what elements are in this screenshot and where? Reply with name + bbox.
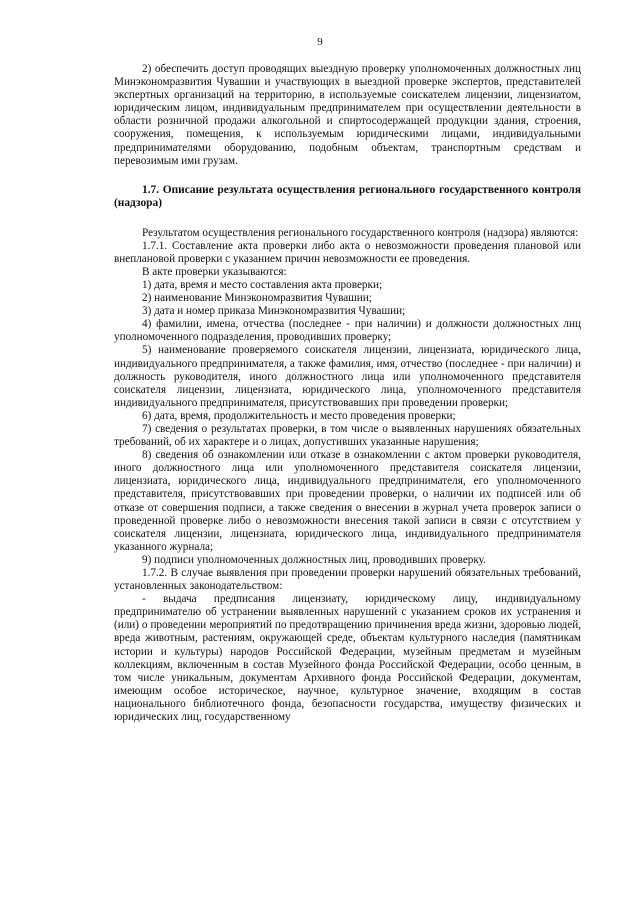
section-heading: 1.7. Описание результата осуществления регионального государственного контроля (надзора)	[114, 183, 581, 210]
list-item: 5) наименование проверяемого соискателя лицензии, лицензиата, юридического лица, индивидуального предпринимателя, а также фамилия, имя, отчество (последнее - при наличии) и должность руководителя, иного должностного лица или уполномоченного представителя соискателя лицензии, лицензиата, юридического лица, уполномоченного представителя индивидуального предпринимателя, присутствовавших при проведении проверки;	[114, 344, 581, 409]
list-item: 2) наименование Минэкономразвития Чувашии;	[142, 292, 372, 305]
paragraph: 1.7.2. В случае выявления при проведении проверки нарушений обязательных требований, установленных законодательством:	[114, 567, 581, 593]
paragraph: Результатом осуществления регионального государственного контроля (надзора) являются:	[142, 226, 579, 239]
paragraph: В акте проверки указываются:	[142, 265, 287, 278]
list-item: 4) фамилии, имена, отчества (последнее - при наличии) и должности должностных лиц уполномоченного подразделения, проводивших проверку;	[114, 318, 581, 344]
list-item: 6) дата, время, продолжительность и место проведения проверки;	[142, 409, 456, 422]
paragraph: - выдача предписания лицензиату, юридическому лицу, индивидуальному предпринимателю об устранении выявленных нарушений с указанием сроков их устранения и (или) о проведении мероприятий по предотвращению причинения вреда жизни, здоровью людей, вреда животным, растениям, окружающей среде, объектам культурного наследия (памятникам истории и культуры) народов Российской Федерации, музейным предметам и музейным коллекциям, включенным в состав Музейного фонда Российской Федерации, особо ценным, в том числе уникальным, документам Архивного фонда Российской Федерации, документам, имеющим особое историческое, научное, культурное значение, входящим в состав национального библиотечного фонда, безопасности государства, имуществу физических и юридических лиц, государственному	[114, 593, 581, 724]
document-body	[114, 63, 581, 724]
list-item: 8) сведения об ознакомлении или отказе в ознакомлении с актом проверки руководителя, иного должностного лица или уполномоченного представителя соискателя лицензии, лицензиата, юридического лица, индивидуального предпринимателя, его уполномоченного представителя, присутствовавших при проведении проверки, о наличии их подписей или об отказе от совершения подписи, а также сведения о внесении в журнал учета проверок записи о проведенной проверке либо о невозможности внесения такой записи в связи с отсутствием у соискателя лицензии, лицензиата, юридического лица, индивидуального предпринимателя указанного журнала;	[114, 449, 581, 553]
list-item: 3) дата и номер приказа Минэкономразвития Чувашии;	[142, 305, 406, 318]
paragraph-access-obligation: 2) обеспечить доступ проводящих выездную проверку уполномоченных должностных лиц Минэкономразвития Чувашии и участвующих в выездной проверке экспертов, представителей экспертных организаций на территорию, в используемые соискателем лицензии, лицензиатом, юридическим лицом, индивидуальным предпринимателем при осуществлении деятельности в области розничной продажи алкогольной и спиртосодержащей продукции здания, строения, сооружения, помещения, к используемым юридическими лицами, индивидуальными предпринимателями оборудованию, подобным объектам, транспортным средствам и перевозимым ими грузам.	[114, 63, 581, 167]
page-number: 9	[317, 36, 323, 48]
list-item: 9) подписи уполномоченных должностных лиц, проводивших проверку.	[142, 553, 486, 566]
list-item: 1) дата, время и место составления акта проверки;	[142, 278, 383, 291]
list-item: 7) сведения о результатах проверки, в том числе о выявленных нарушениях обязательных требований, об их характере и о лицах, допустивших указанные нарушения;	[114, 422, 581, 449]
paragraph: 1.7.1. Составление акта проверки либо акта о невозможности проведения плановой или внеплановой проверки с указанием причин невозможности ее проведения.	[114, 239, 581, 265]
